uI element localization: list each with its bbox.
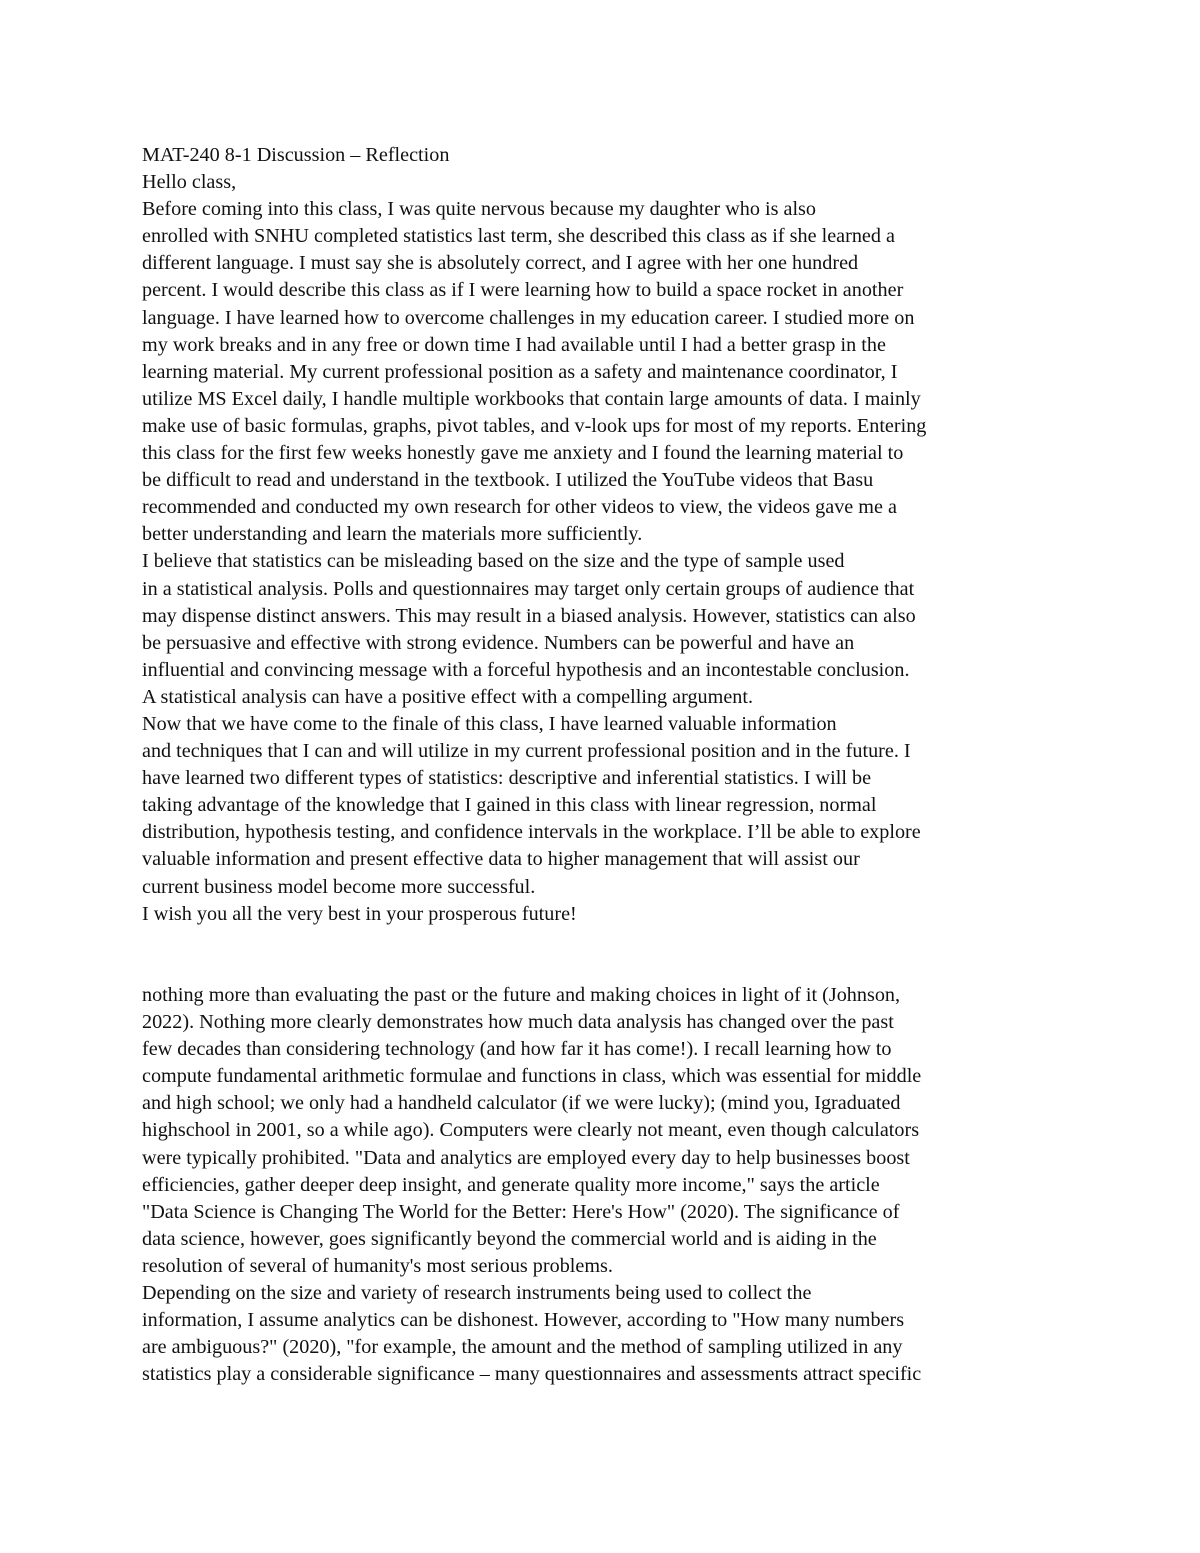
text-line: and high school; we only had a handheld calculator (if we were lucky); (mind you, Igraduated	[142, 1092, 901, 1115]
text-line: 2022). Nothing more clearly demonstrates how much data analysis has changed over the past	[142, 1011, 894, 1034]
text-line: MAT-240 8-1 Discussion – Reflection	[142, 144, 450, 166]
text-line: few decades than considering technology (and how far it has come!). I recall learning how to	[142, 1038, 892, 1061]
text-line: make use of basic formulas, graphs, pivot tables, and v-look ups for most of my reports. Entering	[142, 414, 927, 437]
text-line: be difficult to read and understand in the textbook. I utilized the YouTube videos that Basu	[142, 469, 874, 492]
text-line: nothing more than evaluating the past or the future and making choices in light of it (Johnson,	[142, 984, 901, 1006]
text-line: utilize MS Excel daily, I handle multiple workbooks that contain large amounts of data. I mainly	[142, 387, 921, 410]
text-line: may dispense distinct answers. This may result in a biased analysis. However, statistics can also	[142, 604, 916, 627]
text-line: my work breaks and in any free or down time I had available until I had a better grasp in the	[142, 333, 886, 356]
text-line: language. I have learned how to overcome challenges in my education career. I studied more on	[142, 306, 915, 329]
text-line: compute fundamental arithmetic formulae and functions in class, which was essential for middle	[142, 1065, 922, 1088]
text-line: and techniques that I can and will utilize in my current professional position and in the future. I	[142, 740, 911, 763]
text-line: better understanding and learn the materials more sufficiently.	[142, 523, 643, 546]
text-line: I believe that statistics can be misleading based on the size and the type of sample used	[142, 550, 845, 573]
text-line: statistics play a considerable significance – many questionnaires and assessments attract specific	[142, 1363, 922, 1386]
text-line: highschool in 2001, so a while ago). Computers were clearly not meant, even though calculators	[142, 1119, 920, 1142]
text-line: efficiencies, gather deeper deep insight, and generate quality more income," says the article	[142, 1173, 880, 1196]
text-line: I wish you all the very best in your prosperous future!	[142, 902, 577, 925]
text-line: "Data Science is Changing The World for the Better: Here's How" (2020). The significance of	[142, 1200, 900, 1223]
text-line: were typically prohibited. "Data and analytics are employed every day to help businesses boost	[142, 1146, 910, 1169]
text-line: data science, however, goes significantly beyond the commercial world and is aiding in the	[142, 1227, 877, 1250]
text-line: this class for the first few weeks honestly gave me anxiety and I found the learning material to	[142, 442, 904, 465]
text-line: Hello class,	[142, 171, 237, 194]
text-line: Before coming into this class, I was quite nervous because my daughter who is also	[142, 198, 817, 221]
continuation-text-block	[142, 982, 1082, 1388]
text-line: be persuasive and effective with strong evidence. Numbers can be powerful and have an	[142, 631, 855, 654]
text-line: A statistical analysis can have a positive effect with a compelling argument.	[142, 685, 754, 708]
text-line: in a statistical analysis. Polls and questionnaires may target only certain groups of audience that	[142, 577, 915, 600]
text-line: Now that we have come to the finale of this class, I have learned valuable information	[142, 712, 837, 735]
text-line: distribution, hypothesis testing, and confidence intervals in the workplace. I’ll be able to explore	[142, 821, 921, 844]
text-line: resolution of several of humanity's most serious problems.	[142, 1254, 613, 1277]
text-line: enrolled with SNHU completed statistics last term, she described this class as if she learned a	[142, 225, 895, 248]
text-line: different language. I must say she is absolutely correct, and I agree with her one hundred	[142, 252, 859, 275]
reflection-text-block	[142, 142, 1082, 928]
text-line: are ambiguous?" (2020), "for example, the amount and the method of sampling utilized in any	[142, 1336, 903, 1359]
text-line: recommended and conducted my own research for other videos to view, the videos gave me a	[142, 496, 897, 519]
text-line: taking advantage of the knowledge that I gained in this class with linear regression, normal	[142, 794, 877, 817]
text-line: learning material. My current professional position as a safety and maintenance coordinator, I	[142, 360, 898, 383]
text-line: influential and convincing message with a forceful hypothesis and an incontestable conclusion.	[142, 658, 910, 681]
text-line: current business model become more successful.	[142, 875, 536, 898]
text-line: have learned two different types of statistics: descriptive and inferential statistics. I will be	[142, 767, 872, 790]
text-line: information, I assume analytics can be dishonest. However, according to "How many numbers	[142, 1309, 905, 1332]
text-line: Depending on the size and variety of research instruments being used to collect the	[142, 1282, 812, 1305]
text-line: percent. I would describe this class as if I were learning how to build a space rocket in another	[142, 279, 904, 302]
text-line: valuable information and present effective data to higher management that will assist our	[142, 848, 860, 871]
